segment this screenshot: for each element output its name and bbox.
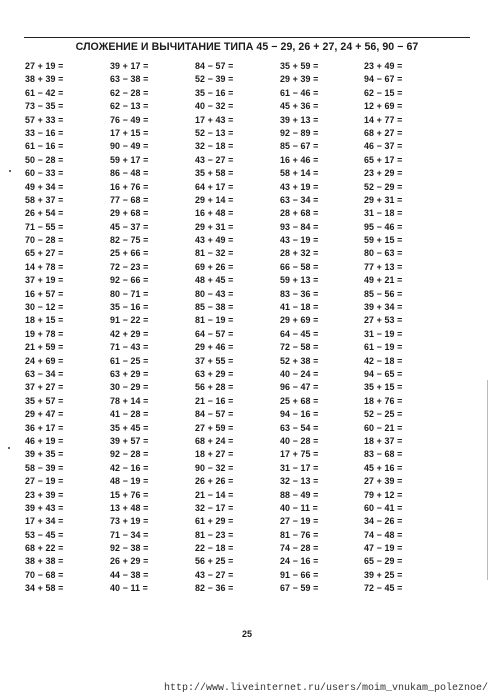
exercise-item: 27 − 19 = [25,476,64,487]
exercise-item: 29 + 14 = [195,194,234,205]
exercise-item: 64 + 17 = [195,181,234,192]
exercise-item: 72 − 58 = [280,342,319,353]
exercise-item: 35 − 16 = [110,302,149,313]
exercise-item: 60 − 33 = [25,168,64,179]
exercise-item: 93 − 84 = [280,221,319,232]
exercise-item: 68 + 27 = [364,127,403,138]
exercise-item: 47 − 19 = [364,543,403,554]
exercise-item: 18 + 37 = [364,435,403,446]
exercise-item: 50 − 28 = [25,154,64,165]
exercise-item: 21 − 14 = [195,489,234,500]
exercise-item: 39 + 34 = [364,302,403,313]
exercise-item: 21 + 59 = [25,342,64,353]
exercise-item: 94 − 16 = [280,409,319,420]
exercise-item: 27 + 53 = [364,315,403,326]
exercise-item: 41 − 28 = [110,409,149,420]
exercise-item: 95 − 46 = [364,221,403,232]
exercise-item: 28 + 32 = [280,248,319,259]
exercise-item: 16 + 76 = [110,181,149,192]
exercise-item: 85 − 56 = [364,288,403,299]
exercise-item: 37 + 27 = [25,382,64,393]
exercise-item: 63 + 29 = [110,368,149,379]
exercise-item: 30 − 12 = [25,302,64,313]
exercise-item: 65 + 17 = [364,154,403,165]
exercise-item: 77 − 68 = [110,194,149,205]
exercise-grid [25,60,485,596]
exercise-item: 46 + 19 = [25,435,64,446]
exercise-item: 52 − 25 = [364,409,403,420]
scan-speck [8,447,10,449]
exercise-item: 81 − 23 = [195,529,234,540]
exercise-item: 71 − 55 = [25,221,64,232]
exercise-item: 64 − 57 = [195,328,234,339]
exercise-item: 74 − 28 = [280,543,319,554]
exercise-item: 49 + 34 = [25,181,64,192]
scan-speck [9,170,11,172]
exercise-item: 25 + 66 = [110,248,149,259]
exercise-item: 88 − 49 = [280,489,319,500]
exercise-item: 32 − 17 = [195,502,234,513]
exercise-item: 52 − 13 = [195,127,234,138]
exercise-item: 24 − 16 = [280,556,319,567]
exercise-item: 70 − 68 = [25,569,64,580]
exercise-item: 62 − 13 = [110,101,149,112]
exercise-item: 37 + 19 = [25,275,64,286]
exercise-item: 29 + 39 = [280,74,319,85]
exercise-item: 57 + 33 = [25,114,64,125]
exercise-item: 36 + 17 = [25,422,64,433]
exercise-item: 52 − 39 = [195,74,234,85]
exercise-item: 60 − 21 = [364,422,403,433]
exercise-item: 31 − 19 = [364,328,403,339]
exercise-item: 79 + 12 = [364,489,403,500]
exercise-item: 40 − 32 = [195,101,234,112]
exercise-item: 85 − 67 = [280,141,319,152]
exercise-item: 42 + 29 = [110,328,149,339]
exercise-item: 40 − 24 = [280,368,319,379]
exercise-item: 45 − 37 = [110,221,149,232]
exercise-item: 69 + 26 = [195,261,234,272]
exercise-item: 71 − 34 = [110,529,149,540]
exercise-item: 35 − 16 = [195,87,234,98]
exercise-item: 85 − 38 = [195,302,234,313]
exercise-item: 77 + 13 = [364,261,403,272]
exercise-item: 94 − 65 = [364,368,403,379]
exercise-item: 63 − 54 = [280,422,319,433]
exercise-item: 62 − 28 = [110,87,149,98]
exercise-item: 53 − 45 = [25,529,64,540]
exercise-item: 58 + 14 = [280,168,319,179]
exercise-item: 40 − 11 = [110,583,148,594]
exercise-item: 43 − 27 = [195,569,234,580]
exercise-item: 96 − 47 = [280,382,319,393]
exercise-item: 80 − 63 = [364,248,403,259]
exercise-item: 45 + 36 = [280,101,319,112]
exercise-item: 27 + 59 = [195,422,234,433]
exercise-item: 35 + 45 = [110,422,149,433]
exercise-item: 73 + 19 = [110,516,149,527]
exercise-item: 80 − 71 = [110,288,149,299]
exercise-item: 23 + 49 = [364,61,403,71]
exercise-item: 22 − 18 = [195,543,234,554]
exercise-item: 16 + 48 = [195,208,234,219]
exercise-item: 58 + 37 = [25,194,64,205]
exercise-item: 61 + 29 = [195,516,234,527]
exercise-item: 39 + 13 = [280,114,319,125]
exercise-item: 16 + 57 = [25,288,64,299]
exercise-item: 24 + 69 = [25,355,64,366]
exercise-item: 61 − 19 = [364,342,403,353]
exercise-item: 52 + 38 = [280,355,319,366]
exercise-item: 67 − 59 = [280,583,319,594]
exercise-item: 58 − 39 = [25,462,64,473]
exercise-item: 29 + 46 = [195,342,234,353]
exercise-item: 31 − 18 = [364,208,403,219]
exercise-item: 43 − 19 = [280,235,319,246]
exercise-item: 61 − 46 = [280,87,319,98]
exercise-item: 23 + 39 = [25,489,64,500]
exercise-item: 56 + 28 = [195,382,234,393]
exercise-item: 81 − 32 = [195,248,234,259]
exercise-item: 27 − 19 = [280,516,319,527]
exercise-item: 28 + 68 = [280,208,319,219]
exercise-item: 17 + 75 = [280,449,319,460]
exercise-item: 62 − 15 = [364,87,403,98]
exercise-item: 70 − 28 = [25,235,64,246]
exercise-item: 82 − 36 = [195,583,234,594]
exercise-item: 31 − 17 = [280,462,319,473]
exercise-item: 35 + 15 = [364,382,403,393]
exercise-item: 83 − 68 = [364,449,403,460]
exercise-item: 68 + 22 = [25,543,64,554]
exercise-item: 35 + 59 = [280,61,319,71]
exercise-item: 39 + 35 = [25,449,64,460]
exercise-item: 35 + 58 = [195,168,234,179]
exercise-item: 83 − 36 = [280,288,319,299]
exercise-item: 38 + 39 = [25,74,64,85]
exercise-item: 84 − 57 = [195,409,234,420]
exercise-item: 80 − 43 = [195,288,234,299]
title-rule [24,37,470,38]
exercise-item: 45 + 16 = [364,462,403,473]
exercise-item: 25 + 68 = [280,395,319,406]
exercise-item: 72 − 23 = [110,261,149,272]
exercise-item: 17 + 15 = [110,127,149,138]
exercise-item: 74 − 48 = [364,529,403,540]
exercise-item: 39 + 57 = [110,435,149,446]
exercise-item: 65 − 29 = [364,556,403,567]
exercise-item: 33 − 16 = [25,127,64,138]
exercise-item: 63 − 34 = [25,368,64,379]
exercise-item: 61 − 42 = [25,87,64,98]
exercise-item: 91 − 22 = [110,315,149,326]
exercise-item: 92 − 28 = [110,449,149,460]
exercise-item: 78 + 14 = [110,395,149,406]
exercise-item: 14 + 78 = [25,261,64,272]
watermark-url: http://www.liveinternet.ru/users/moim_vnukam_poleznoe/ [163,683,488,694]
exercise-item: 90 − 32 = [195,462,234,473]
exercise-item: 43 + 49 = [195,235,234,246]
exercise-item: 34 + 58 = [25,583,64,594]
exercise-item: 40 − 11 = [280,502,318,513]
exercise-item: 49 + 21 = [364,275,403,286]
exercise-item: 92 − 89 = [280,127,319,138]
exercise-item: 71 − 43 = [110,342,149,353]
exercise-item: 13 + 48 = [110,502,149,513]
exercise-item: 48 + 45 = [195,275,234,286]
exercise-item: 86 − 48 = [110,168,149,179]
exercise-item: 26 + 26 = [195,476,234,487]
exercise-item: 81 − 19 = [195,315,234,326]
exercise-item: 84 − 57 = [195,61,234,71]
exercise-item: 68 + 24 = [195,435,234,446]
exercise-item: 60 − 41 = [364,502,403,513]
exercise-item: 14 + 77 = [364,114,403,125]
exercise-item: 18 + 15 = [25,315,64,326]
exercise-item: 18 + 76 = [364,395,403,406]
exercise-item: 72 − 45 = [364,583,403,594]
exercise-item: 82 − 75 = [110,235,149,246]
exercise-item: 91 − 66 = [280,569,319,580]
exercise-item: 43 − 27 = [195,154,234,165]
exercise-item: 42 − 16 = [110,462,149,473]
exercise-item: 46 − 37 = [364,141,403,152]
exercise-item: 29 + 69 = [280,315,319,326]
exercise-item: 34 − 26 = [364,516,403,527]
exercise-item: 15 + 76 = [110,489,149,500]
exercise-item: 94 − 67 = [364,74,403,85]
exercise-item: 27 + 39 = [364,476,403,487]
exercise-item: 30 − 29 = [110,382,149,393]
exercise-item: 61 − 25 = [110,355,149,366]
exercise-item: 66 − 58 = [280,261,319,272]
exercise-item: 29 + 68 = [110,208,149,219]
exercise-item: 64 − 45 = [280,328,319,339]
exercise-item: 32 − 13 = [280,476,319,487]
exercise-item: 29 + 47 = [25,409,64,420]
exercise-item: 52 − 29 = [364,181,403,192]
exercise-item: 12 + 69 = [364,101,403,112]
exercise-item: 35 + 57 = [25,395,64,406]
exercise-item: 92 − 38 = [110,543,149,554]
exercise-item: 26 + 54 = [25,208,64,219]
exercise-item: 29 + 31 = [195,221,234,232]
exercise-item: 59 + 15 = [364,235,403,246]
exercise-item: 63 − 38 = [110,74,149,85]
exercise-item: 23 + 29 = [364,168,403,179]
exercise-item: 29 + 31 = [364,194,403,205]
exercise-item: 63 + 29 = [195,368,234,379]
exercise-item: 39 + 25 = [364,569,403,580]
exercise-item: 92 − 66 = [110,275,149,286]
exercise-item: 43 + 19 = [280,181,319,192]
page-number: 25 [241,629,252,639]
exercise-item: 38 + 38 = [25,556,64,567]
exercise-item: 48 − 19 = [110,476,149,487]
page-edge [487,380,488,580]
exercise-item: 16 + 46 = [280,154,319,165]
exercise-item: 63 − 34 = [280,194,319,205]
exercise-item: 37 + 55 = [195,355,234,366]
exercise-item: 27 + 19 = [25,61,64,71]
exercise-item: 73 − 35 = [25,101,64,112]
exercise-item: 65 + 27 = [25,248,64,259]
exercise-item: 76 − 49 = [110,114,149,125]
exercise-item: 26 + 29 = [110,556,149,567]
exercise-item: 19 + 78 = [25,328,64,339]
exercise-item: 44 − 38 = [110,569,149,580]
exercise-item: 17 + 43 = [195,114,234,125]
exercise-item: 59 + 17 = [110,154,149,165]
exercise-item: 59 + 13 = [280,275,319,286]
exercise-item: 81 − 76 = [280,529,319,540]
exercise-item: 56 + 25 = [195,556,234,567]
exercise-item: 21 − 16 = [195,395,234,406]
exercise-item: 90 − 49 = [110,141,149,152]
page-title: СЛОЖЕНИЕ И ВЫЧИТАНИЕ ТИПА 45 − 29, 26 + 27, 24 + 56, 90 − 67 [75,41,419,53]
exercise-item: 42 − 18 = [364,355,403,366]
exercise-item: 39 + 43 = [25,502,64,513]
exercise-item: 17 + 34 = [25,516,64,527]
exercise-item: 39 + 17 = [110,61,149,71]
exercise-item: 18 + 27 = [195,449,234,460]
exercise-item: 41 − 18 = [280,302,319,313]
exercise-item: 61 − 16 = [25,141,64,152]
exercise-item: 32 − 18 = [195,141,234,152]
exercise-item: 40 − 28 = [280,435,319,446]
